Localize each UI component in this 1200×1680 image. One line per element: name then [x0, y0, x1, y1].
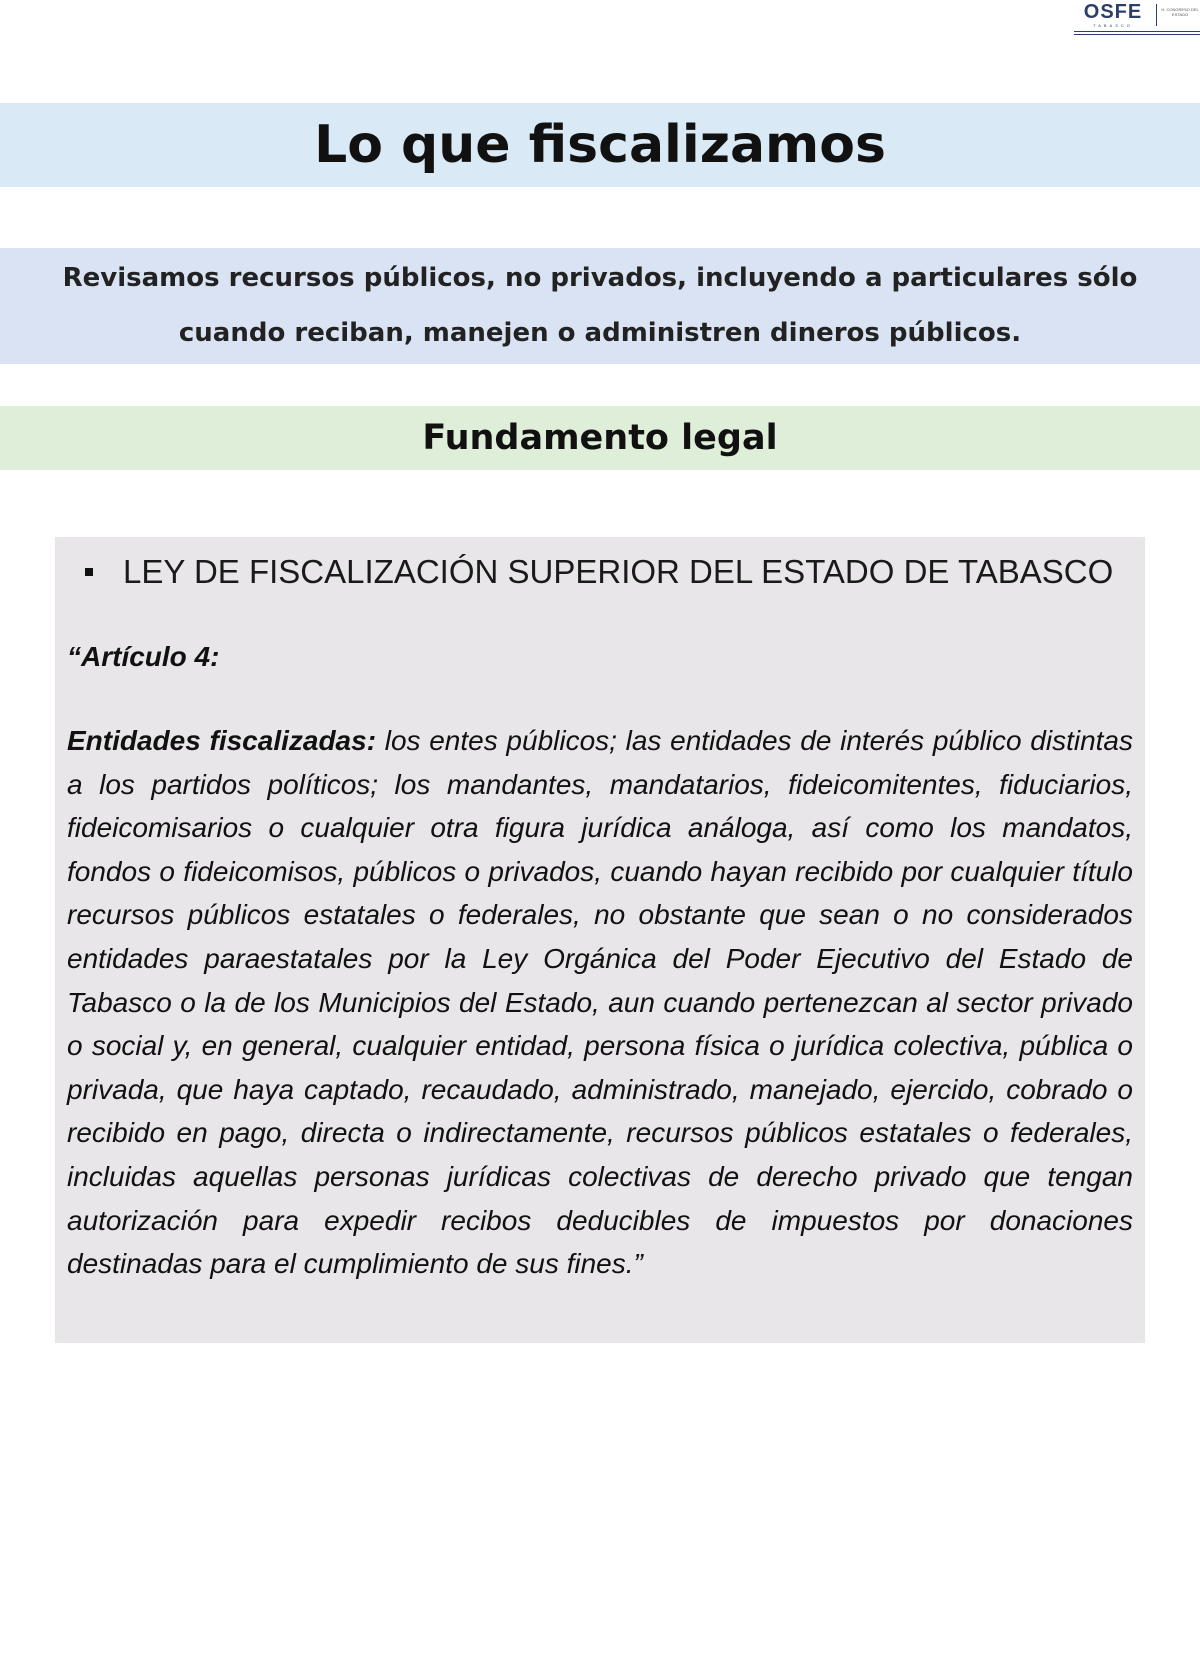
- title-band: [0, 103, 1200, 187]
- osfe-logo: [1074, 0, 1200, 36]
- legal-box: [55, 537, 1145, 1343]
- defined-term: Entidades fiscalizadas:: [67, 725, 377, 756]
- square-bullet-icon: [85, 568, 93, 576]
- law-list-item: [85, 545, 1133, 599]
- law-name: LEY DE FISCALIZACIÓN SUPERIOR DEL ESTADO DE TABASCO: [123, 553, 1114, 590]
- logo-rule-bottom: [1074, 34, 1200, 35]
- summary-band: [0, 248, 1200, 364]
- definition-text: los entes públicos; las entidades de interés público distintas a los partidos políticos; los mandantes, mandatarios, fideicomitentes, fiduciarios, fideicomisarios o cualquier otra figura jurídica análoga, así como los mandatos, fondos o fideicomisos, públicos o privados, cuando hayan recibido por cualquier título recursos públicos estatales o federales, no obstante que sean o no considerados entidades paraestatales por la Ley Orgánica del Poder Ejecutivo del Estado de Tabasco o la de los Municipios del Estado, aun cuando pertenezcan al sector privado o social y, en general, cualquier entidad, persona física o jurídica colectiva, pública o privada, que haya captado, recaudado, administrado, manejado, ejercido, cobrado o recibido en pago, directa o indirectamente, recursos públicos estatales o federales, incluidas aquellas personas jurídicas colectivas de derecho privado que tengan autorización para expedir recibos deducibles de impuestos por donaciones destinadas para el cumplimiento de sus fines.”: [67, 725, 1133, 1280]
- logo-separator: [1156, 4, 1157, 26]
- logo-subtitle: TABASCO: [1093, 23, 1133, 28]
- page-title: Lo que fiscalizamos: [314, 115, 886, 175]
- article-label: “Artículo 4:: [67, 641, 220, 672]
- logo-name: OSFE: [1083, 1, 1143, 23]
- logo-side-text: H. CONGRESO DEL ESTADO: [1161, 7, 1199, 17]
- summary-line-1: Revisamos recursos públicos, no privados, incluyendo a particulares sólo: [62, 263, 1138, 293]
- summary-line-2: cuando reciban, manejen o administren dineros públicos.: [178, 318, 1022, 348]
- summary-text: [40, 251, 1160, 361]
- section-title: Fundamento legal: [422, 418, 778, 458]
- logo-rule-top: [1074, 31, 1200, 32]
- article-body: [67, 719, 1133, 1286]
- section-band: [0, 406, 1200, 470]
